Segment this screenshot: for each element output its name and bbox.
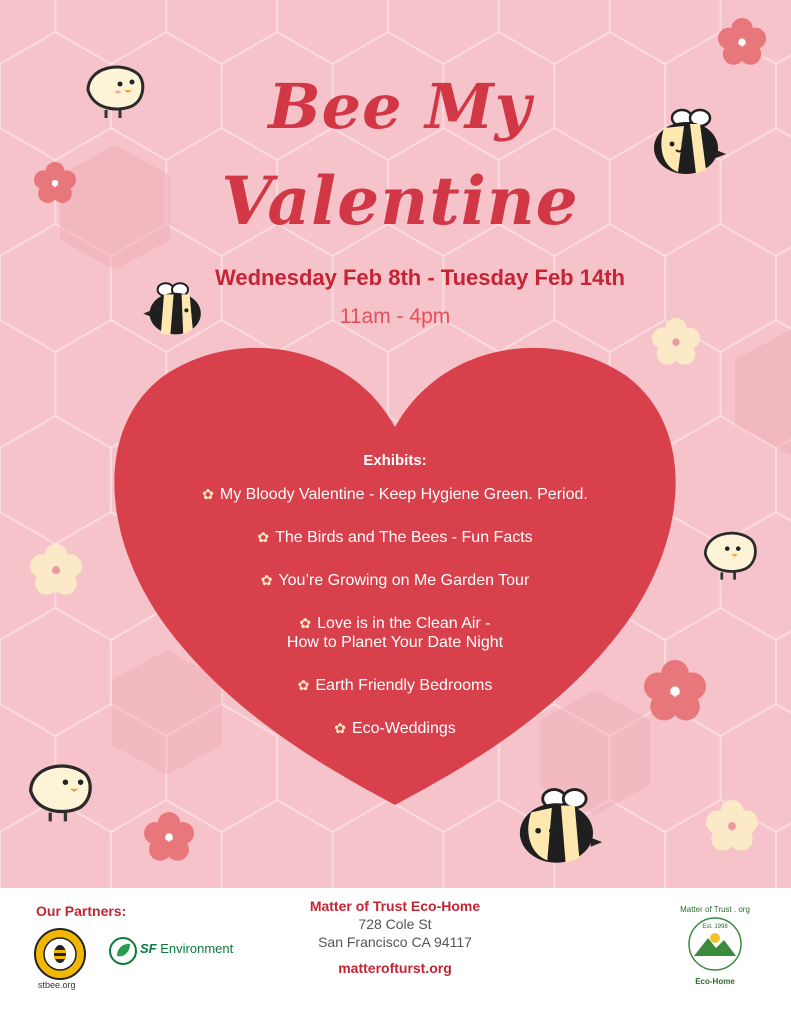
chick-icon [80,60,150,122]
sf-environment-logo: SF Environment [140,941,234,956]
flower-icon: ✿ [334,720,346,736]
svg-text:Matter of Trust . org: Matter of Trust . org [680,905,750,914]
exhibit-item [140,528,650,547]
exhibit-item [140,676,650,695]
svg-text:Est. 1998: Est. 1998 [702,924,728,930]
org-contact [290,898,500,976]
event-title-line2: Valentine [221,162,579,240]
exhibit-label: Eco-Weddings [351,720,456,737]
event-hours: 11am - 4pm [339,305,451,328]
exhibits-list [140,452,650,762]
org-name: Matter of Trust Eco-Home [309,898,481,914]
event-title-line1: Bee My [268,70,532,143]
org-city: San Francisco CA 94117 [318,934,472,950]
flower-icon [30,544,82,596]
exhibit-item [140,614,650,652]
flower-icon: ✿ [257,529,270,545]
flower-icon: ✿ [202,486,214,502]
exhibit-item [140,571,650,590]
sf-environment-leaf-icon [108,936,138,966]
hex-shade [735,330,791,455]
chick-icon [22,758,98,826]
flower-icon [34,162,76,204]
eco-home-logo [672,898,758,990]
svg-text:Eco-Home: Eco-Home [695,977,735,986]
bee-icon [140,280,204,336]
flower-icon: ✿ [297,677,310,693]
exhibit-label: My Bloody Valentine - Keep Hygiene Green. Period. [219,486,588,503]
beekeepers-logo [32,928,88,980]
exhibit-label: Love is in the Clean Air - How to Planet Your Date Night [286,615,504,651]
exhibits-heading: Exhibits: [363,452,427,469]
exhibit-label: You’re Growing on Me Garden Tour [278,572,530,589]
exhibit-label: Earth Friendly Bedrooms [315,677,493,694]
flower-icon: ✿ [299,615,312,631]
flower-icon: ✿ [260,572,273,588]
partners-label: Our Partners: [36,903,127,919]
footer [0,888,791,1024]
exhibit-label: The Birds and The Bees - Fun Facts [275,529,533,546]
flower-icon [144,812,194,862]
flower-icon [718,18,766,66]
flower-icon [706,800,758,852]
beekeepers-url[interactable]: stbee.org [38,980,76,990]
exhibit-item [140,485,650,504]
chick-icon [698,525,762,585]
exhibit-item [140,719,650,738]
bee-icon [515,785,607,865]
org-street: 728 Cole St [358,916,432,932]
bee-icon [650,106,730,176]
flower-icon [652,318,700,366]
org-url[interactable]: matterofturst.org [338,960,452,976]
event-dates: Wednesday Feb 8th - Tuesday Feb 14th [215,265,625,290]
flower-icon [644,660,706,722]
